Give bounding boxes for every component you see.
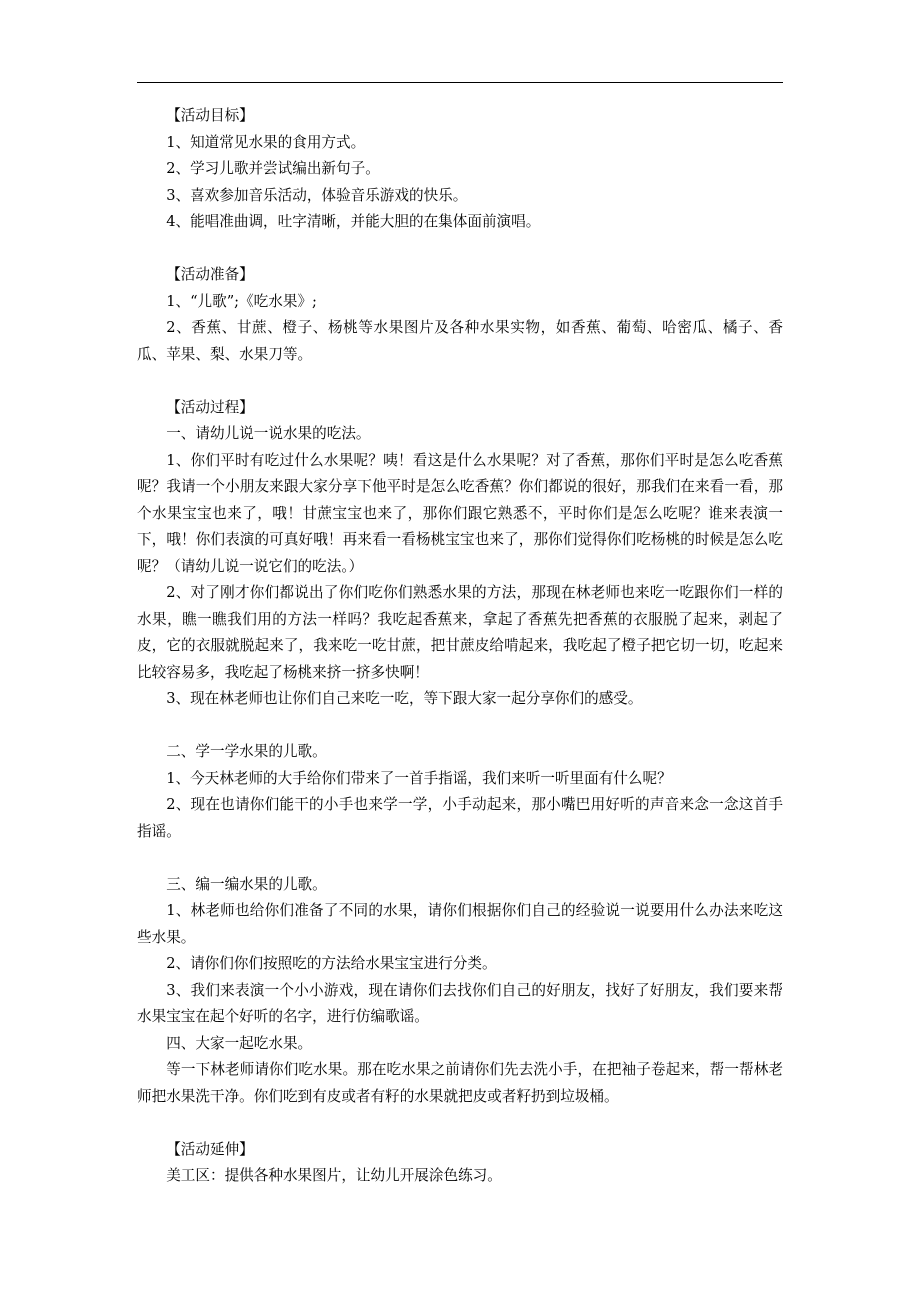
process-part3-item: 2、请你们你们按照吃的方法给水果宝宝进行分类。: [166, 955, 497, 972]
process-part1-item: 1、你们平时有吃过什么水果呢？咦！看这是什么水果呢？对了香蕉，那你们平时是怎么吃香蕉呢？我请一个小朋友来跟大家分享下他平时是怎么吃香蕉？你们都说的很好，那我们在来看一看，那个水果宝宝也来了，哦！甘蔗宝宝也来了，那你们跟它熟悉不，平时你们是怎么吃呢？谁来表演一下，哦！你们表演的可真好哦！再来看一看杨桃宝宝也来了，那你们觉得你们吃杨桃的时候是怎么吃呢？（请幼儿说一说它们的吃法。）: [137, 451, 783, 575]
process-part1-item: 3、现在林老师也让你们自己来吃一吃，等下跟大家一起分享你们的感受。: [166, 690, 643, 707]
extension-item: 美工区：提供各种水果图片，让幼儿开展涂色练习。: [166, 1167, 502, 1184]
process-part2-item: 1、今天林老师的大手给你们带来了一首手指谣，我们来听一听里面有什么呢？: [166, 769, 672, 787]
section-gap: [137, 236, 783, 263]
section-gap: [137, 1110, 783, 1137]
process-heading: 【活动过程】: [166, 398, 254, 416]
process-part3-item: 3、我们来表演一个小小游戏，现在请你们去找你们自己的好朋友，找好了好朋友，我们要来帮水果宝宝在起个好听的名字，进行仿编歌谣。: [137, 981, 783, 1025]
goal-item: 1、知道常见水果的食用方式。: [166, 133, 366, 151]
process-part1-title: 一、请幼儿说一说水果的吃法。: [166, 425, 371, 442]
process-part1-item: 2、对了刚才你们都说出了你们吃你们熟悉水果的方法，那现在林老师也来吃一吃跟你们一样的水果，瞧一瞧我们用的方法一样吗？我吃起香蕉来，拿起了香蕉先把香蕉的衣服脱了起来，剥起了皮，它的衣服就脱起来了，我来吃一吃甘蔗，把甘蔗皮给啃起来，我吃起了橙子把它切一切，吃起来比较容易多，我吃起了杨桃来挤一挤多快啊！: [137, 584, 783, 681]
process-part3-item: 1、林老师也给你们准备了不同的水果，请你们根据你们自己的经验说一说要用什么办法来吃这些水果。: [137, 902, 783, 946]
section-gap: [137, 845, 783, 872]
preparation-item: 1、“儿歌”;《吃水果》;: [166, 292, 317, 310]
process-part2-item: 2、现在也请你们能干的小手也来学一学，小手动起来，那小嘴巴用好听的声音来念一念这首手指谣。: [137, 796, 783, 840]
section-gap: [137, 368, 783, 395]
header-rule: [137, 82, 783, 83]
preparation-item: 2、香蕉、甘蔗、橙子、杨桃等水果图片及各种水果实物，如香蕉、葡萄、哈密瓜、橘子、香瓜、苹果、梨、水果刀等。: [137, 319, 783, 363]
goal-item: 2、学习儿歌并尝试编出新句子。: [166, 160, 380, 177]
section-gap: [137, 713, 783, 740]
document-body: [137, 103, 783, 1190]
goal-item: 4、能唱准曲调，吐字清晰，并能大胆的在集体面前演唱。: [166, 213, 541, 230]
goal-item: 3、喜欢参加音乐活动，体验音乐游戏的快乐。: [166, 186, 468, 204]
goals-heading: 【活动目标】: [166, 107, 254, 124]
process-part3-title: 三、编一编水果的儿歌。: [166, 875, 327, 893]
process-part2-title: 二、学一学水果的儿歌。: [166, 743, 327, 760]
preparation-heading: 【活动准备】: [166, 266, 254, 283]
extension-heading: 【活动延伸】: [166, 1140, 254, 1158]
process-part4-item: 等一下林老师请你们吃水果。那在吃水果之前请你们先去洗小手，在把袖子卷起来，帮一帮林老师把水果洗干净。你们吃到有皮或者有籽的水果就把皮或者籽扔到垃圾桶。: [137, 1061, 783, 1105]
process-part4-title: 四、大家一起吃水果。: [166, 1034, 313, 1052]
